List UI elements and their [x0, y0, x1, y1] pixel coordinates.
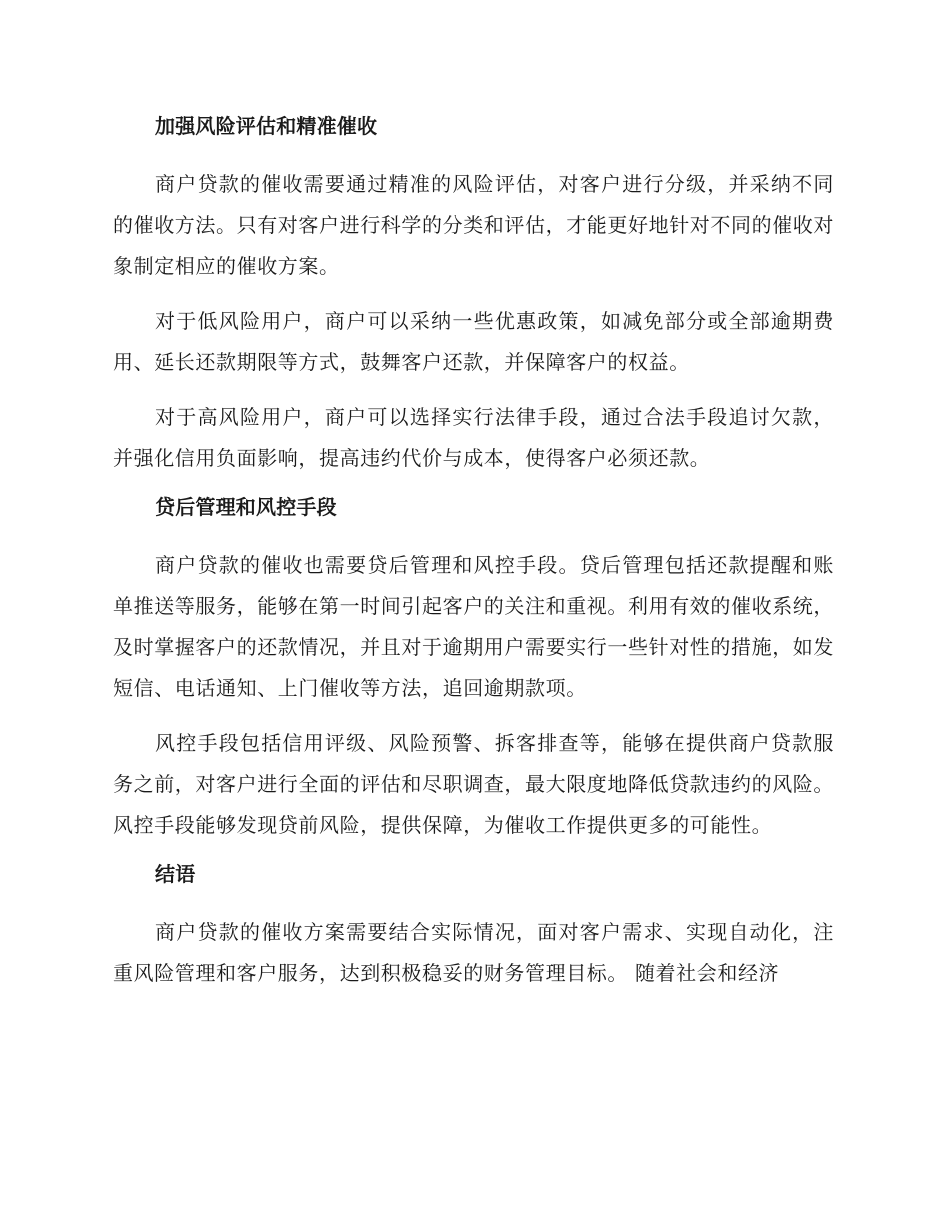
paragraph: 商户贷款的催收需要通过精准的风险评估，对客户进行分级，并采纳不同的催收方法。只有对客户进行科学的分类和评估，才能更好地针对不同的催收对象制定相应的催收方案。	[113, 172, 834, 278]
section-heading-risk-assessment: 加强风险评估和精准催收	[155, 114, 378, 138]
paragraph: 对于高风险用户，商户可以选择实行法律手段，通过合法手段追讨欠款，并强化信用负面影响，提高违约代价与成本，使得客户必须还款。	[113, 405, 834, 470]
paragraph: 风控手段包括信用评级、风险预警、拆客排查等，能够在提供商户贷款服务之前，对客户进行全面的评估和尽职调查，最大限度地降低贷款违约的风险。风控手段能够发现贷前风险，提供保障，为催收工作提供更多的可能性。	[113, 731, 834, 837]
paragraph: 商户贷款的催收也需要贷后管理和风控手段。贷后管理包括还款提醒和账单推送等服务，能够在第一时间引起客户的关注和重视。利用有效的催收系统，及时掌握客户的还款情况，并且对于逾期用户需要实行一些针对性的措施，如发短信、电话通知、上门催收等方法，追回逾期款项。	[113, 553, 834, 700]
paragraph: 对于低风险用户，商户可以采纳一些优惠政策，如减免部分或全部逾期费用、延长还款期限等方式，鼓舞客户还款，并保障客户的权益。	[113, 309, 834, 374]
paragraph: 商户贷款的催收方案需要结合实际情况，面对客户需求、实现自动化，注重风险管理和客户服务，达到积极稳妥的财务管理目标。 随着社会和经济	[113, 920, 834, 985]
section-heading-post-loan-management: 贷后管理和风控手段	[155, 495, 337, 519]
section-heading-conclusion: 结语	[155, 862, 196, 886]
